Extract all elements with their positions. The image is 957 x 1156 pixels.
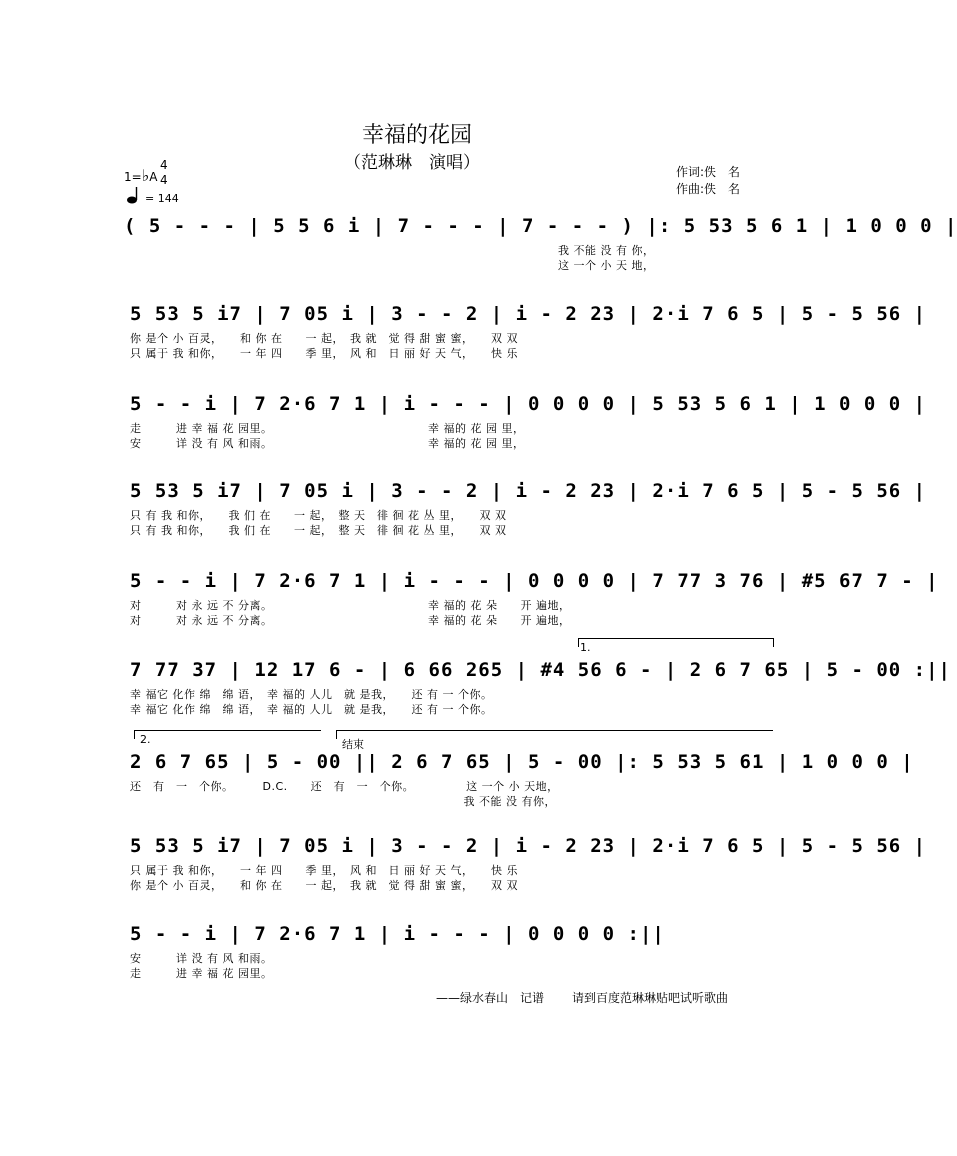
system-8-lyrics-1: 只 属于 我 和你， 一 年 四 季 里， 风 和 日 丽 好 天 气， 快 乐 — [130, 864, 518, 877]
system-6-lyrics-2: 幸 福它 化作 绵 绵 语， 幸 福的 人儿 就 是我， 还 有 一 个你。 — [130, 703, 493, 716]
song-title: 幸福的花园 — [362, 123, 473, 148]
system-9-lyrics-2: 走 进 幸 福 花 园里。 — [130, 967, 273, 980]
system-3-notes: 5 - - i | 7 2·6 7 1 | i - - - | 0 0 0 0 | 5 53 5 6 1 | 1 0 0 0 | — [130, 393, 927, 415]
system-5-lyrics-1: 对 对 永 远 不 分离。 幸 福的 花 朵 开 遍地， — [130, 599, 571, 612]
coda-bracket — [336, 730, 773, 739]
ending-2-label: 2. — [140, 733, 151, 746]
transcriber-credit: ——绿水春山 记谱 — [436, 991, 545, 1005]
system-2-lyrics-2: 只 属于 我 和你， 一 年 四 季 里， 风 和 日 丽 好 天 气， 快 乐 — [130, 347, 518, 360]
system-2-notes: 5 53 5 i7 | 7 05 i | 3 - - 2 | i - 2 23 | 2·i 7 6 5 | 5 - 5 56 | — [130, 303, 927, 325]
lyricist-credit: 作词:佚 名 — [676, 165, 741, 179]
tempo-marking: = 144 — [145, 192, 179, 205]
system-7-lyrics-1: 还 有 一 个你。 D.C. 还 有 一 个你。 这 一个 小 天地， — [130, 780, 559, 793]
system-2-lyrics-1: 你 是个 小 百灵， 和 你 在 一 起， 我 就 觉 得 甜 蜜 蜜， 双 双 — [130, 332, 518, 345]
key-signature — [124, 166, 157, 185]
system-4-lyrics-2: 只 有 我 和你， 我 们 在 一 起， 整 天 徘 徊 花 丛 里， 双 双 — [130, 524, 507, 537]
system-6-lyrics-1: 幸 福它 化作 绵 绵 语， 幸 福的 人儿 就 是我， 还 有 一 个你。 — [130, 688, 493, 701]
ending-2-bracket — [134, 730, 321, 739]
system-9-notes: 5 - - i | 7 2·6 7 1 | i - - - | 0 0 0 0 :|| — [130, 923, 665, 945]
system-3-lyrics-1: 走 进 幸 福 花 园里。 幸 福的 花 园 里， — [130, 422, 525, 435]
listen-note: 请到百度范琳琳贴吧试听歌曲 — [572, 991, 729, 1005]
system-5-notes: 5 - - i | 7 2·6 7 1 | i - - - | 0 0 0 0 | 7 77 3 76 | #5 67 7 - | — [130, 570, 939, 592]
performer-subtitle: （范琳琳 演唱） — [344, 153, 480, 173]
system-1-lyrics-2: 这 一个 小 天 地， — [558, 259, 655, 272]
flat-icon: ♭ — [141, 166, 150, 185]
system-3-lyrics-2: 安 详 没 有 风 和雨。 幸 福的 花 园 里， — [130, 437, 525, 450]
key-prefix: 1= — [124, 170, 142, 184]
coda-label: 结束 — [342, 738, 364, 751]
quarter-note-icon — [126, 186, 146, 206]
system-6-notes: 7 77 37 | 12 17 6 - | 6 66 265 | #4 56 6 - | 2 6 7 65 | 5 - 00 :|| — [130, 659, 951, 681]
ending-1-bracket — [578, 638, 774, 647]
time-bottom: 4 — [160, 173, 168, 187]
composer-credit: 作曲:佚 名 — [676, 182, 741, 196]
system-8-lyrics-2: 你 是个 小 百灵， 和 你 在 一 起， 我 就 觉 得 甜 蜜 蜜， 双 双 — [130, 879, 518, 892]
system-4-lyrics-1: 只 有 我 和你， 我 们 在 一 起， 整 天 徘 徊 花 丛 里， 双 双 — [130, 509, 507, 522]
system-5-lyrics-2: 对 对 永 远 不 分离。 幸 福的 花 朵 开 遍地， — [130, 614, 571, 627]
system-8-notes: 5 53 5 i7 | 7 05 i | 3 - - 2 | i - 2 23 | 2·i 7 6 5 | 5 - 5 56 | — [130, 835, 927, 857]
time-signature — [160, 158, 168, 188]
system-4-notes: 5 53 5 i7 | 7 05 i | 3 - - 2 | i - 2 23 | 2·i 7 6 5 | 5 - 5 56 | — [130, 480, 927, 502]
system-1-notes: ( 5 - - - | 5 5 6 i | 7 - - - | 7 - - - ) |: 5 53 5 6 1 | 1 0 0 0 | — [124, 215, 957, 237]
system-7-notes: 2 6 7 65 | 5 - 00 || 2 6 7 65 | 5 - 00 |: 5 53 5 61 | 1 0 0 0 | — [130, 751, 914, 773]
time-top: 4 — [160, 158, 168, 172]
system-1-lyrics-1: 我 不能 没 有 你， — [558, 244, 655, 257]
tempo-value: 144 — [157, 192, 179, 205]
ending-1-label: 1. — [580, 641, 591, 654]
system-9-lyrics-1: 安 详 没 有 风 和雨。 — [130, 952, 273, 965]
key-note: A — [149, 170, 158, 184]
system-7-lyrics-2: 我 不能 没 有你， — [130, 795, 556, 808]
